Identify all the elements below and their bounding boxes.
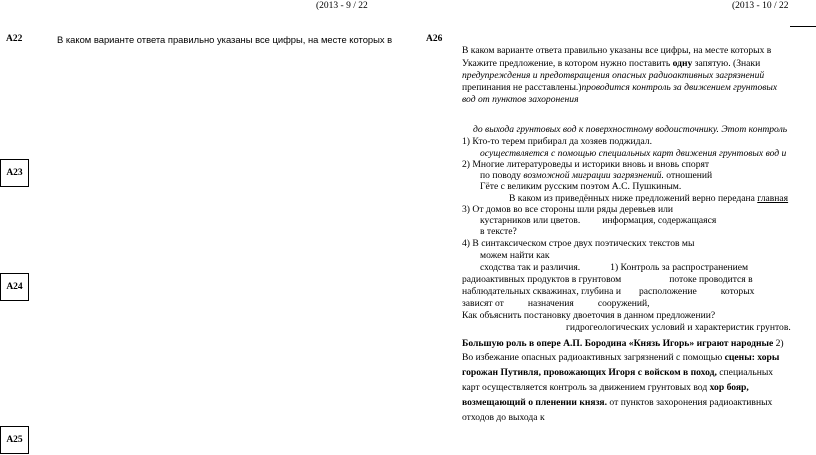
header-rule	[790, 26, 816, 27]
question-line: В каком из приведённых ниже предложений верно передана главная	[509, 193, 789, 204]
text-line-6: до выхода грунтовых вод к поверхностному водоисточнику. Этот контроль	[473, 124, 788, 135]
page-header-left: (2013 - 9 / 22	[316, 1, 368, 11]
option-2-line-2: по поводу возможной миграции загрязнений. отношений	[480, 170, 713, 181]
text-line-2: Укажите предложение, в котором нужно поставить одну запятую. (Знаки	[462, 58, 761, 69]
paragraph-line-4: Как объяснить постановку двоеточия в данном предложении?	[462, 310, 716, 321]
paragraph-line-1: радиоактивных продуктов в грунтовом потоке проводится в	[462, 274, 753, 285]
option-3-line-2: кустарников или цветов. информация, содержащаяся	[480, 215, 717, 226]
option-3: 3) От домов во все стороны шли ряды деревьев или	[462, 204, 674, 215]
paragraph-line-6: Большую роль в опере А.П. Бородина «Князь Игорь» играют народные 2)	[462, 338, 784, 349]
paragraph-line-10: возмещающий о пленении князя. от пунктов захоронения радиоактивных	[462, 397, 773, 408]
label-a24: A24	[0, 273, 29, 301]
option-4: 4) В синтаксическом строе двух поэтических текстов мы	[462, 238, 695, 249]
paragraph-line-8: горожан Путивля, провожающих Игоря с войском в поход, специальных	[462, 367, 774, 378]
paragraph-line-9: карт осуществляется контроль за движением грунтовых вод хор бояр,	[462, 382, 749, 393]
paragraph-line-2: наблюдательных скважинах, глубина и расположение которых	[462, 286, 755, 297]
paragraph-line-7: Во избежание опасных радиоактивных загрязнений с помощью сцены: хоры	[462, 352, 780, 363]
label-a22: A22	[6, 34, 23, 44]
option-3-line-3: в тексте?	[480, 226, 517, 237]
option-4-line-2: можем найти как	[480, 250, 550, 261]
page-header-right: (2013 - 10 / 22	[732, 1, 789, 11]
text-line-1: В каком варианте ответа правильно указаны все цифры, на месте которых в	[462, 45, 772, 56]
option-2: 2) Многие литературоведы и историки вновь и вновь спорят	[462, 159, 710, 170]
question-a22-text: В каком варианте ответа правильно указаны все цифры, на месте которых в	[57, 34, 393, 45]
paragraph-line-5: гидрогеологических условий и характеристик грунтов.	[566, 322, 791, 333]
paragraph-line-11: отходов до выхода к	[462, 412, 545, 423]
paragraph-line-3: зависят от назначения сооружений,	[462, 298, 650, 309]
option-1: 1) Кто-то терем прибирал да хозяев поджидал.	[462, 136, 652, 147]
text-line-5: вод от пунктов захоронения	[462, 94, 579, 105]
text-line-4: препинания не расставлены.)проводится контроль за движением грунтовых	[462, 82, 778, 93]
label-a23: A23	[0, 159, 29, 187]
label-a25: A25	[0, 426, 29, 454]
option-4-line-3: сходства так и различия. 1) Контроль за распространением	[480, 262, 749, 273]
option-1-continuation: осуществляется с помощью специальных карт движения грунтовых вод и	[480, 148, 787, 159]
option-2-line-3: Гёте с великим русским поэтом А.С. Пушкиным.	[480, 181, 682, 192]
label-a26: A26	[426, 34, 443, 44]
text-line-3: предупреждения и предотвращения опасных радиоактивных загрязнений	[462, 70, 765, 81]
